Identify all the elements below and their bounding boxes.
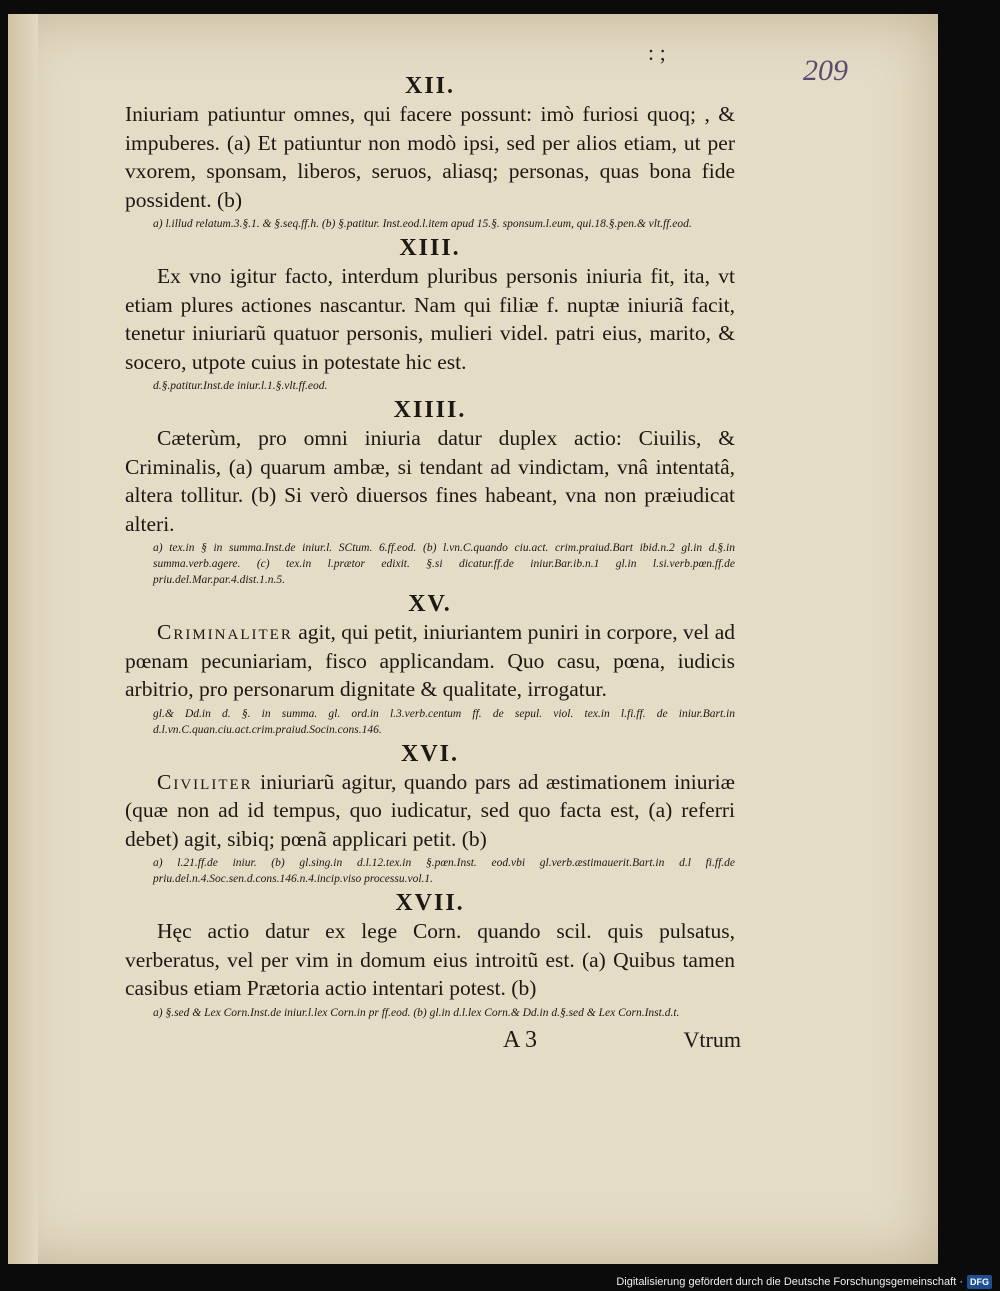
section-heading: XIIII. [393,397,467,423]
section-heading: XII. [404,73,455,99]
catchword: Vtrum [683,1026,741,1052]
section-text [125,768,735,854]
page-footer-line [125,1026,741,1063]
section-heading: XVI. [400,740,459,767]
digitization-credit [616,1275,992,1289]
section-heading: XVII. [395,890,465,916]
section-footnote: gl.& Dd.in d. §. in summa. gl. ord.in l.3.verb.centum ff. de sepul. viol. tex.in l.fi.ff. de iniur.Bart.in d.l.vn.C.quan.ciu.act.crim.praiud.Socin.cons.146. [153,707,735,736]
section-footnote: d.§.patitur.Inst.de iniur.l.1.§.vlt.ff.eod. [153,380,328,392]
page-gutter [8,14,38,1264]
section-text [125,618,735,704]
section-body: iniuriarũ agitur, quando pars ad æstimationem iniuriæ (quæ non ad id tempus, quo iudicatur, sed quo facta est, (a) referri debet) agit, sibiq; pœnã applicari petit. (b) [125,769,735,851]
section-footnote: a) l.21.ff.de iniur. (b) gl.sing.in d.l.12.tex.in §.pœn.Inst. eod.vbi gl.verb.æstimauerit.Bart.in d.l fi.ff.de priu.del.n.4.Soc.sen.d.cons.146.n.4.incip.viso processu.vol.1. [153,857,735,885]
credit-text: Digitalisierung gefördert durch die Deutsche Forschungsgemeinschaft · [616,1276,963,1288]
signature-mark: A 3 [503,1026,538,1053]
section-lead-word: Criminaliter [157,620,293,644]
section-text: Cæterùm, pro omni iniuria datur duplex actio: Ciuilis, & Criminalis, (a) quarum ambæ, si tendant ad vindictam, vnâ intentatâ, altera tollitur. (b) Si verò diuersos fines habeant, vna non præiudicat alteri. [125,426,735,536]
section-text: Iniuriam patiuntur omnes, qui facere possunt: imò furiosi quoq; , & impuberes. (a) Et patiuntur non modò ipsi, sed per alios etiam, ut per vxorem, sponsam, liberos, seruos, aliasq; personas, quas bona fide possident. (b) [125,102,735,212]
section-text: Ex vno igitur facto, interdum pluribus personis iniuria fit, ita, vt etiam plures actiones nascantur. Nam qui filiæ f. nuptæ iniuriã facit, tenetur iniuriarũ quatuor personis, mulieri videl. patri eius, marito, & socero, utpote cuius in potestate hic est. [125,264,735,374]
section-heading: XV. [408,591,452,617]
scanned-page [8,14,938,1264]
page-marks: : ; [648,40,666,65]
section-heading: XIII. [399,235,461,261]
section-lead-word: Civiliter [157,769,253,794]
handwritten-folio-number: 209 [803,54,848,87]
section-footnote: a) §.sed & Lex Corn.Inst.de iniur.l.lex Corn.in pr ff.eod. (b) gl.in d.l.lex Corn.& Dd.in d.§.sed & Lex Corn.Inst.d.t. [153,1006,680,1019]
section-footnote: a) l.illud relatum.3.§.1. & §.seq.ff.h. (b) §.patitur. Inst.eod.l.item apud 15.§. sponsum.l.eum, qui.18.§.pen.& vlt.ff.eod. [153,218,692,230]
text-block [125,72,741,1063]
section-footnote: a) tex.in § in summa.Inst.de iniur.l. SCtum. 6.ff.eod. (b) l.vn.C.quando ciu.act. crim.praiud.Bart ibid.n.2 gl.in d.§.in summa.verb.agere. (c) tex.in l.prætor edixit. §.si dicatur.ff.de iniur.Bar.ib.n.1 gl.in l.si.verb.pœn.ff.de priu.del.Mar.par.4.dist.1.n.5. [153,542,735,586]
dfg-logo-icon: DFG [967,1275,992,1289]
section-text: Hęc actio datur ex lege Corn. quando scil. quis pulsatus, verberatus, vel per vim in domum eius introitũ est. (a) Quibus tamen casibus etiam Prætoria actio intentari potest. (b) [125,919,735,1000]
section-body: agit, qui petit, iniuriantem puniri in corpore, vel ad pœnam pecuniariam, fisco applicandam. Quo casu, pœna, iudicis arbitrio, pro personarum dignitate & qualitate, irrogatur. [125,620,735,701]
